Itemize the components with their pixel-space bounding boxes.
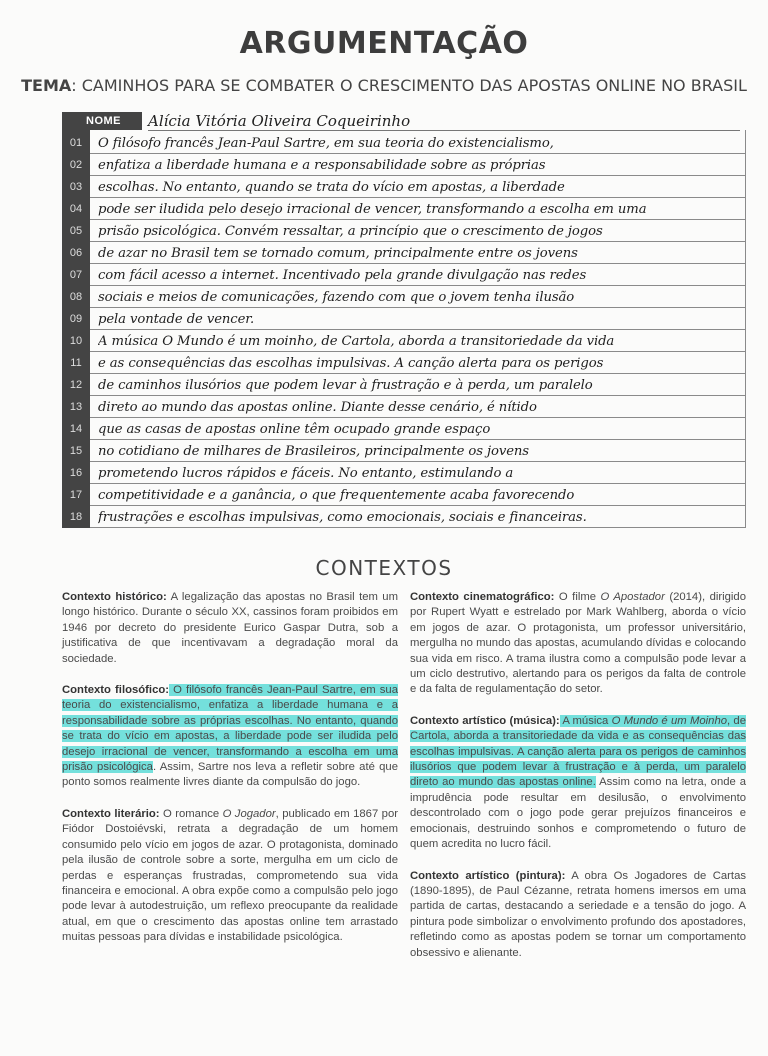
- context-cinematographic: Contexto cinematográfico: O filme O Apostador (2014), dirigido por Rupert Wyatt e estrelado por Mark Wahlberg, aborda o vício em jogos de azar. O protagonista, um professor universitário, mergulha no mundo das apostas, acumulando dívidas e colocando sua vida em risco. A trama ilustra como a compulsão pode levar a um ciclo destrutivo, alertando para os perigos da falta de controle e da falta de regulamentação do setor.: [410, 591, 746, 696]
- handwritten-text: que as casas de apostas online têm ocupado grande espaço: [98, 422, 491, 437]
- line-number: 17: [69, 489, 83, 501]
- line-number: 12: [69, 379, 83, 391]
- essay-line: [62, 264, 746, 286]
- handwritten-text: escolhas. No entanto, quando se trata do vício em apostas, a liberdade: [98, 180, 565, 195]
- essay-line: [62, 176, 746, 198]
- page-title: ARGUMENTAÇÃO: [239, 26, 529, 61]
- handwritten-text: de caminhos ilusórios que podem levar à frustração e à perda, um paralelo: [98, 378, 593, 393]
- handwritten-text: pela vontade de vencer.: [98, 312, 255, 327]
- line-number: 16: [69, 467, 83, 479]
- line-number: 11: [70, 357, 82, 369]
- line-number: 04: [69, 203, 83, 215]
- handwritten-text: sociais e meios de comunicações, fazendo com que o jovem tenha ilusão: [98, 290, 575, 305]
- handwritten-text: e as consequências das escolhas impulsivas. A canção alerta para os perigos: [98, 356, 604, 371]
- line-number: 07: [69, 269, 83, 281]
- essay-line: [62, 352, 746, 374]
- essay-line: [62, 286, 746, 308]
- line-number: 14: [69, 423, 83, 435]
- handwritten-text: de azar no Brasil tem se tornado comum, principalmente entre os jovens: [98, 246, 578, 261]
- essay-line: [62, 198, 746, 220]
- essay-line: [62, 374, 746, 396]
- name-field[interactable]: Alícia Vitória Oliveira Coqueirinho: [148, 112, 740, 131]
- essay-line: [62, 462, 746, 484]
- line-number: 09: [69, 313, 83, 325]
- context-painting: Contexto artístico (pintura): A obra Os Jogadores de Cartas (1890-1895), de Paul Cézanne, retrata homens imersos em uma partida de cartas, destacando a seriedade e a tensão do jogo. A pintura pode simbolizar o envolvimento profundo dos apostadores, refletindo como as apostas podem se tornar um comportamento obsessivo e alienante.: [410, 869, 746, 959]
- handwritten-text: com fácil acesso a internet. Incentivado pela grande divulgação nas redes: [98, 268, 587, 283]
- handwritten-text: no cotidiano de milhares de Brasileiros, principalmente os jovens: [98, 444, 529, 459]
- essay-line: [62, 506, 746, 528]
- line-number: 08: [69, 291, 83, 303]
- essay-line: [62, 418, 746, 440]
- context-philosophical: Contexto filosófico: O filósofo francês Jean-Paul Sartre, em sua teoria do existencialismo, enfatiza a liberdade humana e a responsabilidade sobre as próprias escolhas. No entanto, quando se trata do vício em apostas, a liberdade pode ser iludida pelo desejo irracional de vencer, transformando a escolha em uma prisão psicológica. Assim, Sartre nos leva a refletir sobre até que ponto somos realmente livres diante da compulsão do jogo.: [62, 684, 398, 789]
- line-number: 10: [69, 335, 83, 347]
- theme-label: TEMA: [21, 76, 72, 95]
- context-historical: Contexto histórico: A legalização das apostas no Brasil tem um longo histórico. Durante o século XX, cassinos foram proibidos em 1946 por decreto do presidente Eurico Gaspar Dutra, sob a justificativa de que incentivavam a degradação moral da sociedade.: [62, 591, 398, 665]
- essay-line: [62, 132, 746, 154]
- essay-line: [62, 154, 746, 176]
- essay-line: [62, 308, 746, 330]
- handwritten-text: competitividade e a ganância, o que frequentemente acaba favorecendo: [98, 488, 575, 503]
- essay-line: [62, 242, 746, 264]
- name-label: NOME: [62, 112, 142, 130]
- line-number: 01: [69, 137, 83, 149]
- context-musical: Contexto artístico (música): A música O Mundo é um Moinho, de Cartola, aborda a transitoriedade da vida e as consequências das escolhas impulsivas. A canção alerta para os perigos de caminhos ilusórios que podem levar à frustração e à perda, um paralelo direto ao mundo das apostas online. Assim como na letra, onde a imprudência pode resultar em desilusão, o envolvimento descontrolado com o jogo pode gerar prejuízos financeiros e emocionais, destruindo sonhos e comprometendo o futuro de quem acredita no lucro fácil.: [410, 714, 746, 851]
- essay-line: [62, 220, 746, 242]
- context-literary: Contexto literário: O romance O Jogador, publicado em 1867 por Fiódor Dostoiévski, retrata a degradação de um homem consumido pelo vício em jogos de azar. O protagonista, dominado pela ilusão de controle sobre a sorte, mergulha em um ciclo de perdas e esperanças frustradas, comprometendo sua vida financeira e emocional. A obra expõe como a compulsão pelo jogo pode levar à autodestruição, um reflexo preocupante da realidade atual, em que o crescimento das apostas online tem arrastado muitas pessoas para dívidas e instabilidade psicológica.: [62, 807, 398, 944]
- line-number: 15: [69, 445, 83, 457]
- contexts-heading: CONTEXTOS: [315, 556, 453, 580]
- contexts-left-column: [62, 590, 398, 962]
- handwritten-text: enfatiza a liberdade humana e a responsabilidade sobre as próprias: [98, 158, 546, 173]
- essay-line: [62, 440, 746, 462]
- essay-sheet: [62, 112, 746, 528]
- handwritten-text: O filósofo francês Jean-Paul Sartre, em sua teoria do existencialismo,: [98, 136, 554, 151]
- line-number: 13: [69, 401, 83, 413]
- theme-text: : CAMINHOS PARA SE COMBATER O CRESCIMENTO DAS APOSTAS ONLINE NO BRASIL: [71, 76, 747, 95]
- essay-line: [62, 396, 746, 418]
- line-number: 02: [69, 159, 83, 171]
- essay-line: [62, 330, 746, 352]
- essay-line: [62, 484, 746, 506]
- theme-line: [0, 76, 768, 95]
- handwritten-text: A música O Mundo é um moinho, de Cartola, aborda a transitoriedade da vida: [98, 334, 615, 349]
- line-number: 18: [69, 511, 83, 523]
- handwritten-text: prometendo lucros rápidos e fáceis. No entanto, estimulando a: [98, 466, 514, 481]
- line-number: 05: [69, 225, 83, 237]
- line-number: 03: [69, 181, 83, 193]
- handwritten-text: prisão psicológica. Convém ressaltar, a princípio que o crescimento de jogos: [98, 224, 603, 239]
- handwritten-text: pode ser iludida pelo desejo irracional de vencer, transformando a escolha em uma: [98, 202, 647, 217]
- highlighted-text: A música O Mundo é um Moinho, de Cartola, aborda a transitoriedade da vida e as consequências das escolhas impulsivas. A canção alerta para os perigos de caminhos ilusórios que podem levar à frustração e à perda, um paralelo direto ao mundo das apostas online.: [410, 714, 746, 789]
- handwritten-text: frustrações e escolhas impulsivas, como emocionais, sociais e financeiras.: [98, 510, 587, 525]
- line-number: 06: [69, 247, 83, 259]
- highlighted-text: O filósofo francês Jean-Paul Sartre, em sua teoria do existencialismo, enfatiza a liberdade humana e a responsabilidade sobre as próprias escolhas. No entanto, quando se trata do vício em apostas, a liberdade pode ser iludida pelo desejo irracional de vencer, transformando a escolha em uma prisão psicológica: [62, 684, 398, 774]
- contexts-right-column: [410, 590, 746, 977]
- handwritten-text: direto ao mundo das apostas online. Diante desse cenário, é nítido: [98, 400, 537, 415]
